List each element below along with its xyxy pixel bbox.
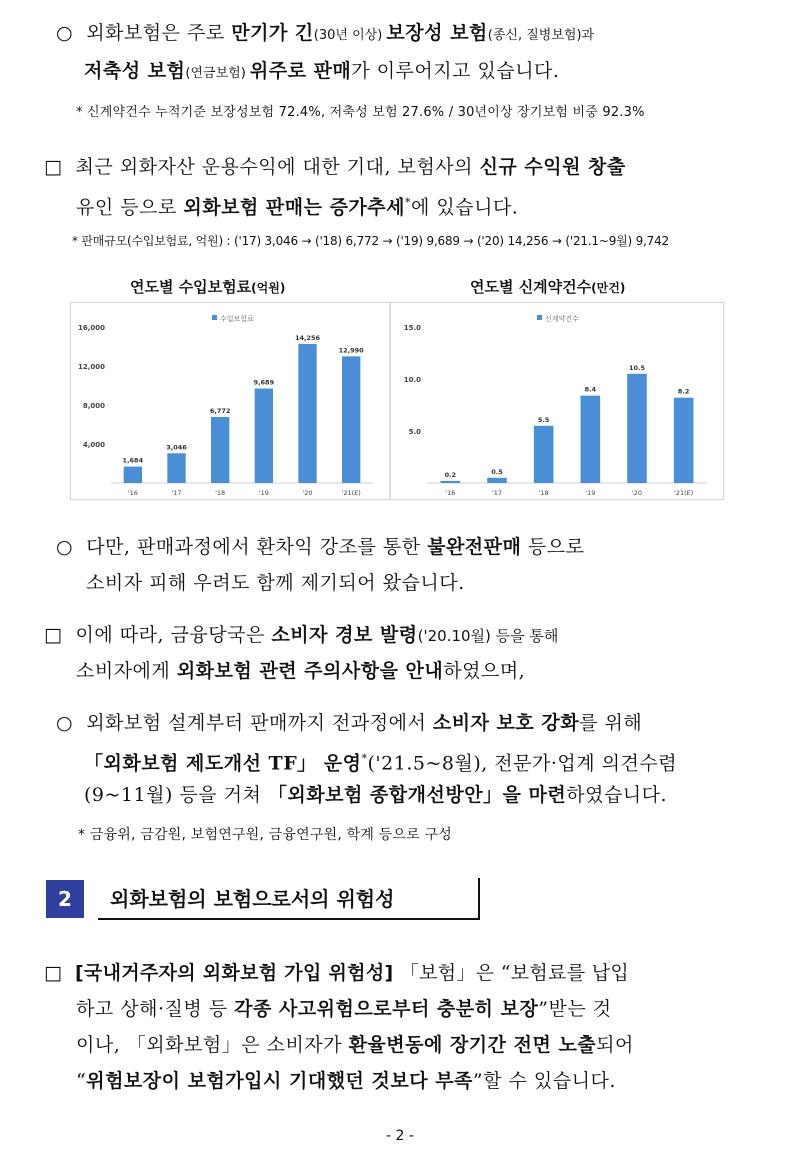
p6-emph: 위험보장이 보험가입시 기대했던 것보다 부족 [86,1070,473,1092]
bar [441,481,461,483]
bar [255,389,273,483]
x-tick-label: '16 [445,489,456,497]
y-tick-label: 5.0 [408,428,421,436]
bar [581,396,601,483]
p5-footnote: * 금융위, 금감원, 보험연구원, 금융연구원, 학계 등으로 구성 [78,827,453,843]
right-chart-title-text: 연도별 신계약건수 [470,278,592,296]
left-chart-title [130,276,285,297]
p4-emph: 소비자 경보 발령 [271,624,418,646]
p6-emph: [국내거주자의 외화보험 가입 위험성] [74,962,394,984]
p6-text: 「보험」은 “보험료를 납입 [393,962,630,984]
p2-emph: 신규 수익원 창출 [479,156,626,178]
x-tick-label: '19 [585,489,596,497]
p2-footnote: * 판매규모(수입보험료, 억원) : ('17) 3,046 → ('18) 6,772 → ('19) 9,689 → ('20) 14,256 → ('21.1~9월) 9,742 [72,234,669,248]
p5-text: 외화보험 설계부터 판매까지 전과정에서 [86,712,433,734]
bar-value-label: 0.5 [491,467,503,476]
bar-value-label: 12,990 [338,346,364,355]
p4-bullet: □ [44,624,63,646]
y-tick-label: 16,000 [77,324,105,332]
legend-swatch [537,315,542,320]
bar [487,478,507,483]
p6-emph: 각종 사고위험으로부터 충분히 보장 [234,998,539,1020]
p5-text: ('21.5~8월), 전문가·업계 의견수렴 [367,752,678,775]
y-tick-label: 12,000 [77,363,105,371]
x-tick-label: '17 [171,489,182,497]
p4-line-1 [44,620,558,650]
section-title: 외화보험의 보험으로서의 위험성 [98,878,480,920]
bar [298,344,316,483]
p5-line-3 [84,780,667,810]
page-number: - 2 - [386,1128,414,1144]
bar [211,417,229,483]
p5-emph: 「외화보험 종합개선방안」을 마련 [267,784,567,806]
p1-bullet: ○ [56,22,74,44]
p1-paren: (30년 이상) [313,28,387,43]
p6-line-3 [76,1030,634,1060]
section-number-badge: 2 [46,880,84,918]
p5-emph: 소비자 보호 강화 [432,712,580,734]
p6-text: 되어 [596,1034,634,1056]
p3-bullet: ○ [56,536,74,558]
right-chart-svg [391,303,723,499]
x-tick-label: '21(E) [674,489,694,497]
right-chart-title [470,276,625,297]
p4-text: 하였으며, [443,660,526,682]
bar [674,398,694,483]
bar-value-label: 1,684 [122,456,144,465]
p6-text: ”받는 것 [538,998,612,1020]
y-tick-label: 15.0 [403,324,421,332]
bar [342,356,360,483]
x-tick-label: '18 [538,489,549,497]
p5-text: (9~11월) 등을 거쳐 [84,784,268,806]
p1-paren: (연금보험) [185,66,250,81]
p4-text: 이에 따라, 금융당국은 [75,624,272,646]
p6-text: 하고 상해·질병 등 [76,998,235,1020]
bar-value-label: 14,256 [294,334,321,343]
p1-text: 외화보험은 주로 [86,22,232,44]
p6-line-2 [76,994,612,1024]
p1-line-2 [84,56,559,86]
bar-value-label: 8.4 [584,385,597,394]
bar-value-label: 3,046 [166,443,187,452]
p2-star: * [404,196,411,209]
bar-value-label: 0.2 [444,470,457,479]
p5-emph: 「외화보험 제도개선 TF」 운영 [84,752,362,775]
p3-text: 등으로 [521,536,585,558]
right-chart-unit: (만건) [591,281,626,295]
p3-text: 다만, 판매과정에서 환차익 강조를 통한 [86,536,428,558]
p6-text: ”할 수 있습니다. [472,1070,616,1092]
x-tick-label: '17 [491,489,503,497]
p5-line-1 [56,708,642,738]
p4-line-2 [76,656,525,686]
p2-text: 에 있습니다. [410,196,519,219]
p4-emph: 외화보험 관련 주의사항을 안내 [176,660,444,682]
left-chart-unit: (억원) [251,281,286,295]
p2-text: 유인 등으로 [76,196,184,219]
p2-line-2 [76,188,518,222]
p3-emph: 불완전판매 [427,536,522,558]
p3-line-2 [86,568,465,598]
p1-text: 가 이루어지고 있습니다. [351,60,560,82]
p5-text: 하였습니다. [566,784,668,806]
left-chart [70,302,390,500]
p5-star: * [361,752,368,765]
p3-line-1 [56,532,584,562]
p5-text: 를 위해 [579,712,643,734]
bar [167,453,185,483]
p4-text: ('20.10월) 등을 통해 [417,627,559,645]
x-tick-label: '19 [258,489,269,497]
y-tick-label: 10.0 [403,376,421,384]
x-tick-label: '20 [302,489,313,497]
p1-emph: 저축성 보험 [84,60,186,82]
x-tick-label: '20 [631,489,643,497]
y-tick-label: 4,000 [82,441,105,449]
bar [124,467,142,483]
x-tick-label: '16 [127,489,138,497]
p6-text: “ [76,1070,87,1092]
p5-bullet: ○ [56,712,74,734]
p2-text: 최근 외화자산 운용수익에 대한 기대, 보험사의 [75,156,480,178]
legend-label: 신계약건수 [545,315,579,323]
y-tick-label: 8,000 [82,402,105,410]
bar-value-label: 10.5 [628,363,646,372]
left-chart-title-text: 연도별 수입보험료 [130,278,252,296]
bar [534,426,554,483]
p1-paren: (종신, 질병보험)과 [487,28,595,43]
p6-line-4 [76,1066,616,1096]
p2-emph: 외화보험 판매는 증가추세 [183,196,405,219]
bar-value-label: 6,772 [209,406,231,415]
p2-bullet: □ [44,156,63,178]
p6-emph: 환율변동에 장기간 전면 노출 [348,1034,597,1056]
legend-label: 수입보험료 [220,315,254,323]
p6-bullet: □ [44,962,63,984]
p3-text: 소비자 피해 우려도 함께 제기되어 왔습니다. [86,572,465,594]
bar [627,374,647,483]
p6-line-1 [44,958,629,988]
p1-emph: 보장성 보험 [386,22,488,44]
bar-value-label: 8.2 [677,387,690,396]
p1-emph: 만기가 긴 [231,22,314,44]
legend-swatch [212,315,217,320]
p1-emph: 위주로 판매 [249,60,352,82]
right-chart [390,302,724,500]
p1-line-1 [56,18,594,48]
left-chart-svg [71,303,389,499]
p6-text: 이나, 「외화보험」은 소비자가 [76,1034,349,1056]
bar-value-label: 5.5 [537,415,550,424]
p2-line-1 [44,152,626,182]
x-tick-label: '18 [215,489,226,497]
x-tick-label: '21(E) [341,489,361,497]
bar-value-label: 9,689 [253,378,275,387]
p4-text: 소비자에게 [76,660,177,682]
p1-footnote: * 신계약건수 누적기준 보장성보험 72.4%, 저축성 보험 27.6% / 30년이상 장기보험 비중 92.3% [76,105,645,120]
p5-line-2 [84,744,677,778]
